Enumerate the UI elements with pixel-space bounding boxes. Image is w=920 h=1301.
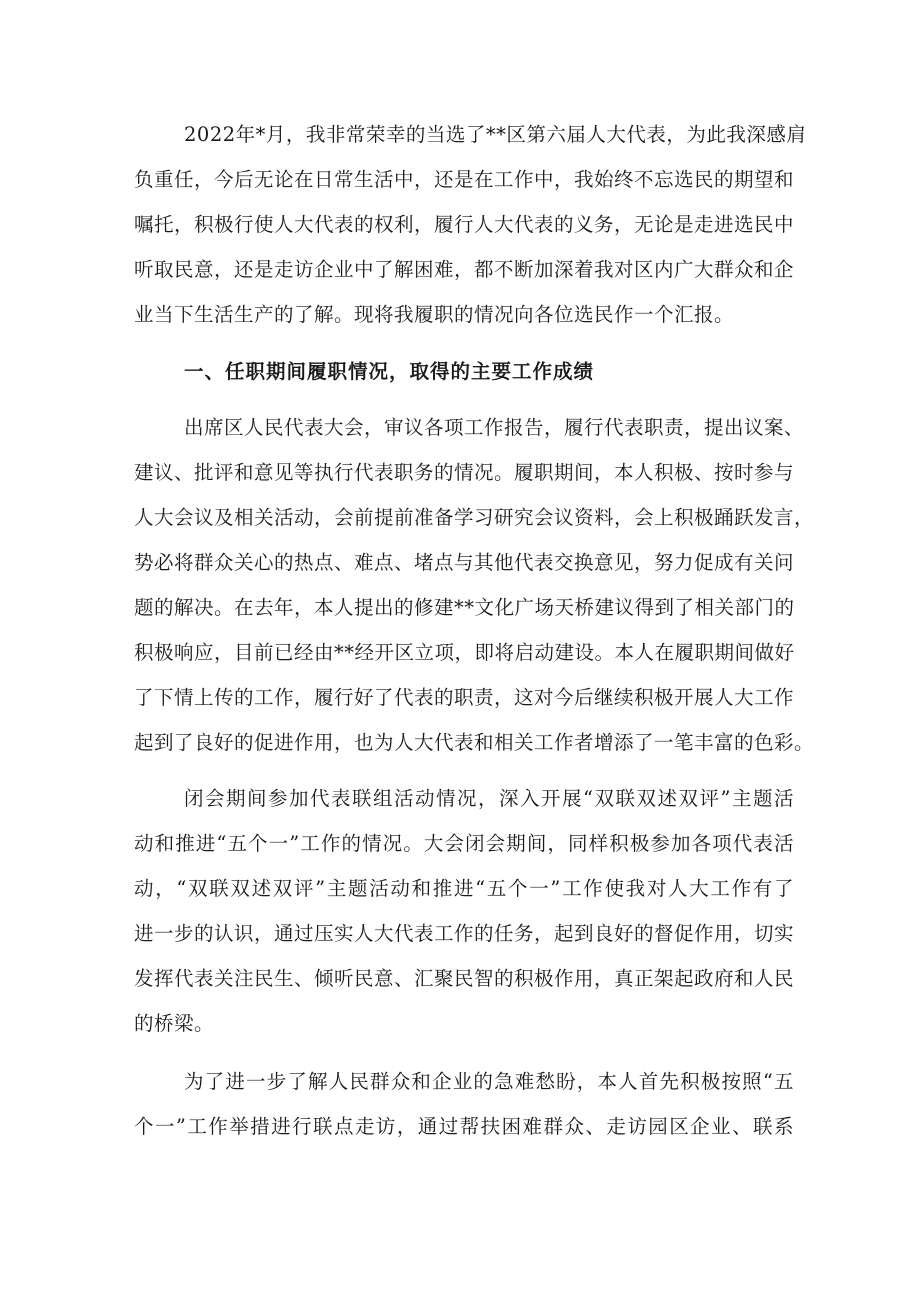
text-line: 题的解决。在去年，本人提出的修建**文化广场天桥建议得到了相关部门的	[134, 596, 795, 619]
text-line: 人大会议及相关活动，会前提前准备学习研究会议资料，会上积极踊跃发言，	[134, 506, 815, 529]
text-line: 进一步的认识，通过压实人大代表工作的任务，起到良好的督促作用，切实	[134, 922, 795, 945]
text-line: 动和推进“五个一”工作的情况。大会闭会期间，同样积极参加各项代表活	[134, 832, 794, 855]
text-line: 2022年*月，我非常荣幸的当选了**区第六届人大代表，为此我深感肩	[184, 123, 807, 146]
text-line: 业当下生活生产的了解。现将我履职的情况向各位选民作一个汇报。	[134, 303, 735, 326]
text-line: 发挥代表关注民生、倾听民意、汇聚民智的积极作用，真正架起政府和人民	[134, 967, 795, 990]
text-line: 了下情上传的工作，履行好了代表的职责，这对今后继续积极开展人大工作	[134, 686, 795, 709]
text-line: 负重任，今后无论在日常生活中，还是在工作中，我始终不忘选民的期望和	[134, 168, 795, 191]
section-heading: 一、任职期间履职情况，取得的主要工作成绩	[184, 360, 595, 383]
text-line: 为了进一步了解人民群众和企业的急难愁盼，本人首先积极按照“五	[184, 1070, 794, 1093]
text-line: 听取民意，还是走访企业中了解困难，都不断加深着我对区内广大群众和企	[134, 258, 795, 281]
text-line: 出席区人民代表大会，审议各项工作报告，履行代表职责，提出议案、	[184, 416, 805, 439]
text-line: 建议、批评和意见等执行代表职务的情况。履职期间，本人积极、按时参与	[134, 461, 795, 484]
text-line: 起到了良好的促进作用，也为人大代表和相关工作者增添了一笔丰富的色彩。	[134, 731, 815, 754]
text-line: 积极响应，目前已经由**经开区立项，即将启动建设。本人在履职期间做好	[134, 641, 795, 664]
text-line: 个一”工作举措进行联点走访，通过帮扶困难群众、走访园区企业、联系	[134, 1115, 794, 1138]
text-line: 势必将群众关心的热点、难点、堵点与其他代表交换意见，努力促成有关问	[134, 551, 795, 574]
text-line: 的桥梁。	[134, 1012, 215, 1035]
text-line: 嘱托，积极行使人大代表的权利，履行人大代表的义务，无论是走进选民中	[134, 213, 795, 236]
text-line: 闭会期间参加代表联组活动情况，深入开展“双联双述双评”主题活	[184, 787, 794, 810]
text-line: 动，“双联双述双评”主题活动和推进“五个一”工作使我对人大工作有了	[134, 877, 794, 900]
